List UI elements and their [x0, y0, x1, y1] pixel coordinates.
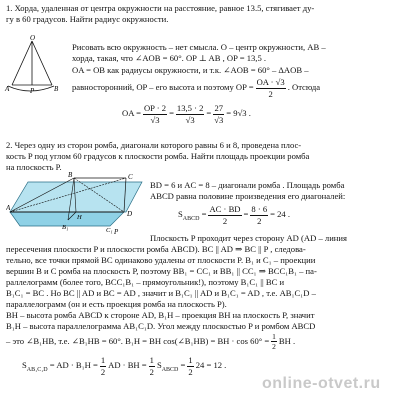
label-b: B — [54, 85, 59, 93]
problem2-area-formula: $S_{ABCD}$ = $\frac{AC \cdot BD}{2}$ = $\frac{8 \cdot 6}{2}$ = 24 . — [178, 204, 291, 226]
line4-tail: . Отсюда — [287, 82, 321, 93]
problem2-body-line5: раллелограмм (более того, BCC₁B₁ – прямоугольник!), поэтому B₁C₁ || BC и — [6, 277, 285, 287]
label-c: C — [128, 173, 133, 181]
chord-figure — [4, 34, 64, 96]
problem2-statement-line3: на плоскость P. — [6, 162, 62, 172]
problem1-statement-line2: гу в 60 градусов. Найти радиус окружности. — [6, 14, 169, 24]
label-b1: B₁ — [62, 224, 69, 231]
label-o: O — [30, 34, 36, 42]
label-b: B — [68, 172, 73, 179]
label-c1: C₁ — [106, 227, 113, 234]
problem2-body-line6: B₁C₁ = BC . Но BC || AD и BC = AD , значит и B₁C₁ || AD и B₁C₁ = AD , т.е. AB₁C₁D – — [6, 288, 316, 298]
label-d: D — [127, 210, 133, 218]
problem1-solution-line3: OA = OB как радиусы окружности, и т.к. ∠AOB = 60° – ΔAOB – — [72, 65, 309, 75]
radius-ob — [32, 41, 52, 85]
problem2-body-line1: Плоскость P проходит через сторону AD (AD – линия — [150, 233, 347, 243]
problem2-body-line10: – это ∠B₁HB, т.е. ∠B₁HB = 60°. B₁H = BH cos(∠B₁HB) = BH · cos 60° = $\frac{1}{2}$ BH . — [6, 332, 296, 352]
problem1-solution-line4 — [72, 77, 320, 99]
problem2-solution-line2: ABCD равна половине произведения его диагоналей: — [150, 191, 346, 201]
label-p: P — [30, 87, 35, 95]
problem2-body-line4: вершин B и C ромба на плоскость P, поэтому BB₁ = CC₁ и BB₁ || CC₁ ⇒ BCC₁B₁ – па- — [6, 266, 317, 276]
problem2-statement-line2: кость P под углом 60 градусов к плоскости ромба. Найти площадь проекции ромба — [6, 151, 310, 161]
problem2-body-line9: B₁H – высота параллелограмма AB₁C₁D. Угол между плоскостью P и ромбом ABCD — [6, 321, 316, 331]
problem2-final-formula: $S_{AB_1C_1D}$ = AD · B₁H = $\frac{1}{2}$ AD · BH = $\frac{1}{2}$ $S_{ABCD}$ = $\frac{1}{2}$ 24 = 12 . — [22, 355, 227, 377]
label-h: H — [77, 214, 82, 221]
line4-text: равносторонний, OP – его высота и поэтому OP = — [72, 82, 254, 93]
label-a: A — [5, 85, 10, 93]
problem2-body-line8: BH – высота ромба ABCD к стороне AD, B₁H – проекция BH на плоскость P, значит — [6, 310, 315, 320]
problem2-statement-line1: 2. Через одну из сторон ромба, диагонали которого равны 6 и 8, проведена плос- — [6, 140, 302, 150]
problem1-solution-line2: хорда, такая, что ∠AOB = 60°. OP ⊥ AB , OP = 13,5 . — [72, 53, 267, 63]
problem1-solution-line1: Рисовать всю окружность – нет смысла. O – центр окружности, AB – — [72, 42, 326, 52]
radius-oa — [12, 41, 32, 85]
op-fraction: $\frac{OA \cdot √3}{2}$ — [256, 77, 285, 99]
problem1-statement-line1: 1. Хорда, удаленная от центра окружности на расстояние, равное 13.5, стягивает ду- — [6, 3, 315, 13]
problem2-body-line7: параллелограмм (он и есть проекция ромба на плоскость P). — [6, 299, 227, 309]
rhombus-projection-figure — [6, 172, 146, 236]
problem2-solution-line1: BD = 6 и AC = 8 – диагонали ромба . Площадь ромба — [150, 180, 345, 190]
label-plane-p: P — [114, 228, 119, 236]
label-a: A — [6, 204, 11, 212]
problem1-final-formula: OA = $\frac{OP \cdot 2}{√3}$ = $\frac{13,5 \cdot 2}{√3}$ = $\frac{27}{√3}$ = 9√3 . — [122, 103, 251, 125]
problem2-body-line2: пересечения плоскости P и плоскости ромба ABCD). BC || AD ⇒ BC || P , следова- — [6, 244, 306, 254]
problem2-body-line3: тельно, все точки прямой BC одинаково удалены от плоскости P. B₁ и C₁ – проекции — [6, 255, 316, 265]
watermark: online-otvet.ru — [262, 375, 381, 392]
